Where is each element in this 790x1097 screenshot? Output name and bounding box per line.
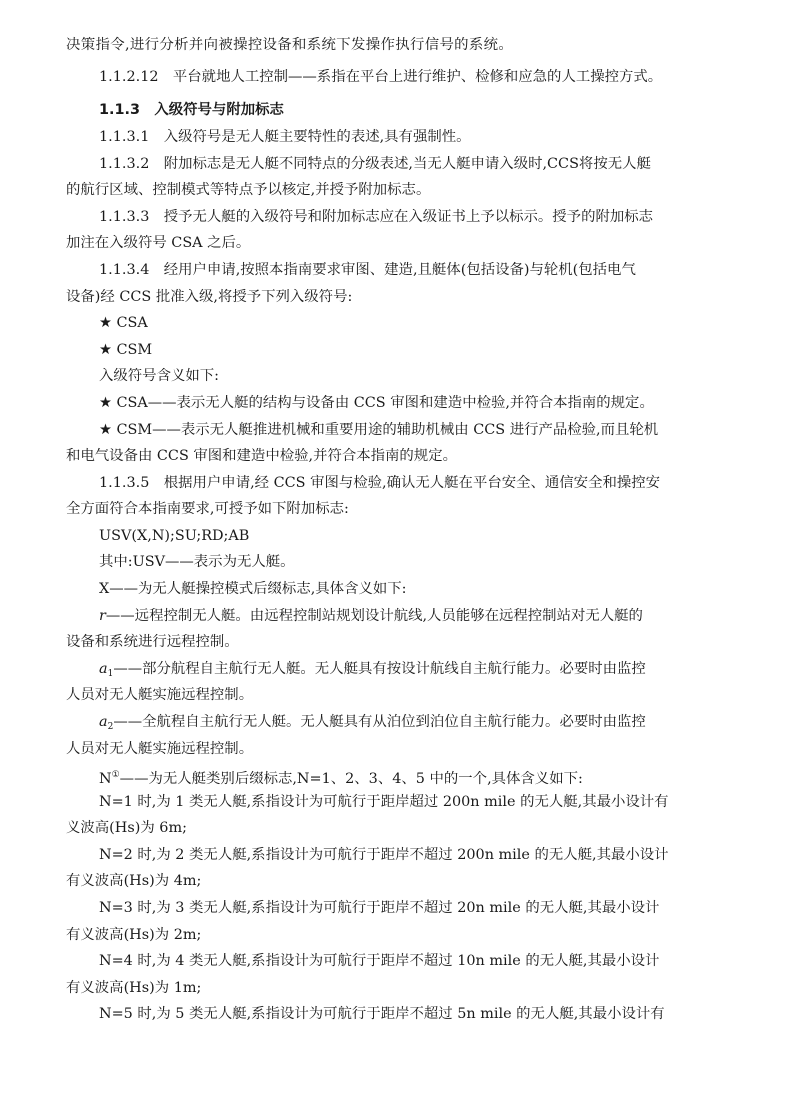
clause-1-1-3-3: 1.1.3.3 授予无人艇的入级符号和附加标志应在入级证书上予以标示。授予的附加标志 [99,209,654,225]
text-line: 的航行区域、控制模式等特点予以核定,并授予附加标志。 [66,182,431,198]
clause-1-1-3-1: 1.1.3.1 入级符号是无人艇主要特性的表述,具有强制性。 [99,129,471,145]
category-n4: N=4 时,为 4 类无人艇,系指设计为可航行于距岸不超过 10n mile 的无人艇,其最小设计 [99,953,660,969]
text-line: 和电气设备由 CCS 审图和建造中检验,并符合本指南的规定。 [66,448,457,464]
category-n2: N=2 时,为 2 类无人艇,系指设计为可航行于距岸不超过 200n mile 的无人艇,其最小设计 [99,847,669,863]
section-heading-1-1-3: 1.1.3 入级符号与附加标志 [99,102,284,118]
csa-definition: ★ CSA——表示无人艇的结构与设备由 CCS 审图和建造中检验,并符合本指南的规定。 [99,395,654,411]
text-line: 加注在入级符号 CSA 之后。 [66,235,251,251]
mode-r-definition: r——远程控制无人艇。由远程控制站规划设计航线,人员能够在远程控制站对无人艇的 [99,608,643,624]
symbol-n: N [99,771,112,787]
notation-formula: USV(X,N);SU;RD;AB [99,528,250,544]
category-n1: N=1 时,为 1 类无人艇,系指设计为可航行于距岸超过 200n mile 的无人艇,其最小设计有 [99,794,669,810]
mode-a1-definition: $a_1——$部分航程自主航行无人艇。无人艇具有按设计航线自主航行能力。必要时由监控 [99,661,646,679]
class-symbol-csa: ★ CSA [99,315,148,331]
symbol-a: a [99,714,108,730]
category-n3: N=3 时,为 3 类无人艇,系指设计为可航行于距岸不超过 20n mile 的无人艇,其最小设计 [99,900,660,916]
mode-a2-definition: $a_2——$全航程自主航行无人艇。无人艇具有从泊位到泊位自主航行能力。必要时由监控 [99,714,646,732]
clause-1-1-3-4: 1.1.3.4 经用户申请,按照本指南要求审图、建造,且艇体(包括设备)与轮机(包括电气 [99,262,636,278]
clause-1-1-2-12: 1.1.2.12 平台就地人工控制——系指在平台上进行维护、检修和应急的人工操控方式。 [99,69,663,85]
text-line: 决策指令,进行分析并向被操控设备和系统下发操作执行信号的系统。 [66,37,514,53]
text-line: 有义波高(Hs)为 1m; [66,980,202,996]
text-line: 设备和系统进行远程控制。 [66,634,239,650]
footnote-reference[interactable]: ① [111,770,120,780]
class-symbol-csm: ★ CSM [99,342,153,358]
category-n5: N=5 时,为 5 类无人艇,系指设计为可航行于距岸不超过 5n mile 的无人艇,其最小设计有 [99,1006,665,1022]
text-line: 有义波高(Hs)为 4m; [66,873,202,889]
text-line: 入级符号含义如下: [99,368,219,384]
clause-1-1-3-2: 1.1.3.2 附加标志是无人艇不同特点的分级表述,当无人艇申请入级时,CCS将按无人艇 [99,156,651,172]
text-line: 人员对无人艇实施远程控制。 [66,687,254,703]
symbol-r: r [99,608,106,624]
csm-definition: ★ CSM——表示无人艇推进机械和重要用途的辅助机械由 CCS 进行产品检验,而且轮机 [99,422,659,438]
text-line: 人员对无人艇实施远程控制。 [66,741,254,757]
text-line: 其中:USV——表示为无人艇。 [99,554,295,570]
category-n-definition: N①——为无人艇类别后缀标志,N=1、2、3、4、5 中的一个,具体含义如下: [99,770,583,787]
text-line: X——为无人艇操控模式后缀标志,具体含义如下: [99,581,407,597]
clause-1-1-3-5: 1.1.3.5 根据用户申请,经 CCS 审图与检验,确认无人艇在平台安全、通信安全和操控安 [99,475,661,491]
symbol-a: a [99,661,108,677]
text-line: 义波高(Hs)为 6m; [66,820,187,836]
text-line: 设备)经 CCS 批准入级,将授予下列入级符号: [66,289,353,305]
text-line: 全方面符合本指南要求,可授予如下附加标志: [66,501,349,517]
text-line: 有义波高(Hs)为 2m; [66,927,202,943]
